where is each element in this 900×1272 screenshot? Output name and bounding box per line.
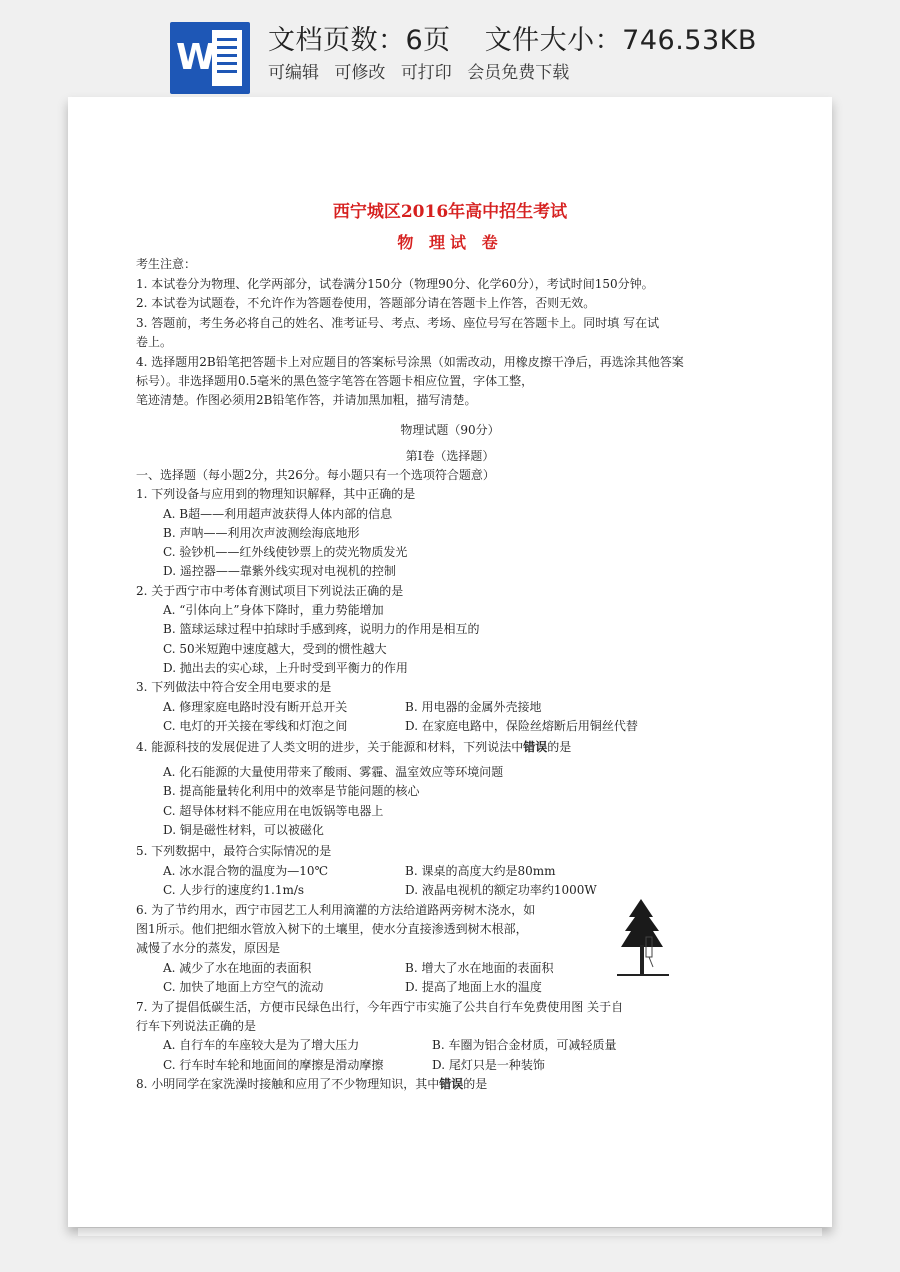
notice-line: 标号）。非选择题用0.5毫米的黑色签字笔答在答题卡相应位置，字体工整， (136, 374, 534, 388)
option: A. 修理家庭电路时没有断开总开关 (163, 700, 348, 714)
question-4 (136, 738, 571, 755)
word-letter: W (176, 37, 216, 78)
notice-line: 2. 本试卷为试题卷，不允许作为答题卷使用，答题部分请在答题卡上作答，否则无效。 (136, 296, 596, 310)
feature-list (268, 58, 579, 83)
option: D. 尾灯只是一种装饰 (432, 1058, 545, 1072)
question-text: 4. 能源科技的发展促进了人类文明的进步，关于能源和材料，下列说法中 (136, 740, 524, 754)
option: C. 行车时车轮和地面间的摩擦是滑动摩擦 (163, 1058, 384, 1072)
emphasis-text: 错误 (439, 1077, 464, 1091)
question-7: 7. 为了提倡低碳生活，方便市民绿色出行，今年西宁市实施了公共自行车免费使用图 关于自 (136, 1000, 624, 1014)
question-8 (136, 1075, 487, 1092)
option: B. 声呐——利用次声波测绘海底地形 (163, 526, 360, 540)
question-7: 行车下列说法正确的是 (136, 1019, 257, 1033)
question-3: 3. 下列做法中符合安全用电要求的是 (136, 680, 332, 694)
option: D. 提高了地面上水的温度 (405, 980, 542, 994)
notice-line: 4. 选择题用2B铅笔把答题卡上对应题目的答案标号涂黑（如需改动，用橡皮擦干净后，再选涂其他答案 (136, 355, 684, 369)
notice-line: 卷上。 (136, 335, 173, 349)
tree-drip-irrigation-figure (613, 897, 673, 982)
notice-heading: 考生注意： (136, 257, 197, 271)
document-meta (268, 18, 791, 57)
option: D. 遥控器——靠紫外线实现对电视机的控制 (163, 564, 396, 578)
notice-line: 1. 本试卷分为物理、化学两部分，试卷满分150分（物理90分、化学60分），考试时间150分钟。 (136, 277, 654, 291)
feature-editable: 可编辑 (268, 63, 319, 83)
feature-member-download: 会员免费下载 (467, 63, 570, 83)
option: D. 铜是磁性材料，可以被磁化 (163, 823, 324, 837)
exam-subtitle: 物 理试 卷 (397, 233, 503, 252)
feature-modifiable: 可修改 (334, 63, 386, 83)
option: C. 50米短跑中速度越大，受到的惯性越大 (163, 642, 387, 656)
option: B. 增大了水在地面的表面积 (405, 961, 554, 975)
option: A. “引体向上”身体下降时，重力势能增加 (163, 603, 384, 617)
option: C. 验钞机——红外线使钞票上的荧光物质发光 (163, 545, 408, 559)
notice-line: 3. 答题前，考生务必将自己的姓名、准考证号、考点、考场、座位号写在答题卡上。同时填 写在试 (136, 316, 660, 330)
question-6: 6. 为了节约用水，西宁市园艺工人利用滴灌的方法给道路两旁树木浇水，如 (136, 903, 536, 917)
option: B. 用电器的金属外壳接地 (405, 700, 542, 714)
emphasis-text: 错误 (523, 740, 548, 754)
option: A. B超——利用超声波获得人体内部的信息 (163, 507, 393, 521)
question-text: 的是 (463, 1077, 488, 1091)
option: A. 减少了水在地面的表面积 (163, 961, 312, 975)
question-5: 5. 下列数据中，最符合实际情况的是 (136, 844, 332, 858)
option: C. 超导体材料不能应用在电饭锅等电器上 (163, 804, 384, 818)
option: B. 篮球运球过程中拍球时手感到疼，说明力的作用是相互的 (163, 622, 480, 636)
option: D. 在家庭电路中，保险丝熔断后用铜丝代替 (405, 719, 638, 733)
part-instruction: 一、选择题（每小题2分，共26分。每小题只有一个选项符合题意） (136, 468, 495, 482)
question-1: 1. 下列设备与应用到的物理知识解释，其中正确的是 (136, 487, 416, 501)
notice-line: 笔迹清楚。作图必须用2B铅笔作答，并请加黑加粗，描写清楚。 (136, 393, 477, 407)
option: B. 课桌的高度大约是80mm (405, 864, 556, 878)
option: D. 抛出去的实心球，上升时受到平衡力的作用 (163, 661, 408, 675)
question-text: 8. 小明同学在家洗澡时接触和应用了不少物理知识，其中 (136, 1077, 440, 1091)
option: C. 电灯的开关接在零线和灯泡之间 (163, 719, 348, 733)
option: A. 化石能源的大量使用带来了酸雨、雾霾、温室效应等环境问题 (163, 765, 504, 779)
question-text: 的是 (547, 740, 572, 754)
section-title: 物理试题（90分） (400, 423, 500, 437)
exam-title: 西宁城区2016年高中招生考试 (332, 202, 568, 222)
document-info-banner (0, 0, 900, 95)
option: A. 自行车的车座较大是为了增大压力 (163, 1038, 360, 1052)
page-count: 文档页数：6页 (268, 25, 451, 56)
file-size: 文件大小：746.53KB (484, 25, 757, 56)
document-page (68, 97, 832, 1227)
feature-printable: 可打印 (400, 63, 452, 83)
question-6: 图1所示。他们把细水管放入树下的土壤里，使水分直接渗透到树木根部， (136, 922, 528, 936)
question-2: 2. 关于西宁市中考体育测试项目下列说法正确的是 (136, 584, 404, 598)
page-shadow (78, 1228, 822, 1236)
option: A. 冰水混合物的温度为—10℃ (163, 864, 328, 878)
option: B. 提高能量转化利用中的效率是节能问题的核心 (163, 784, 420, 798)
option: B. 车圈为铝合金材质，可减轻质量 (432, 1038, 617, 1052)
part-title: 第Ⅰ卷（选择题） (405, 449, 495, 463)
option: C. 人步行的速度约1.1m/s (163, 883, 305, 897)
question-6: 减慢了水分的蒸发，原因是 (136, 941, 281, 955)
word-document-icon (170, 22, 250, 94)
option: D. 液晶电视机的额定功率约1000W (405, 883, 597, 897)
option: C. 加快了地面上方空气的流动 (163, 980, 324, 994)
